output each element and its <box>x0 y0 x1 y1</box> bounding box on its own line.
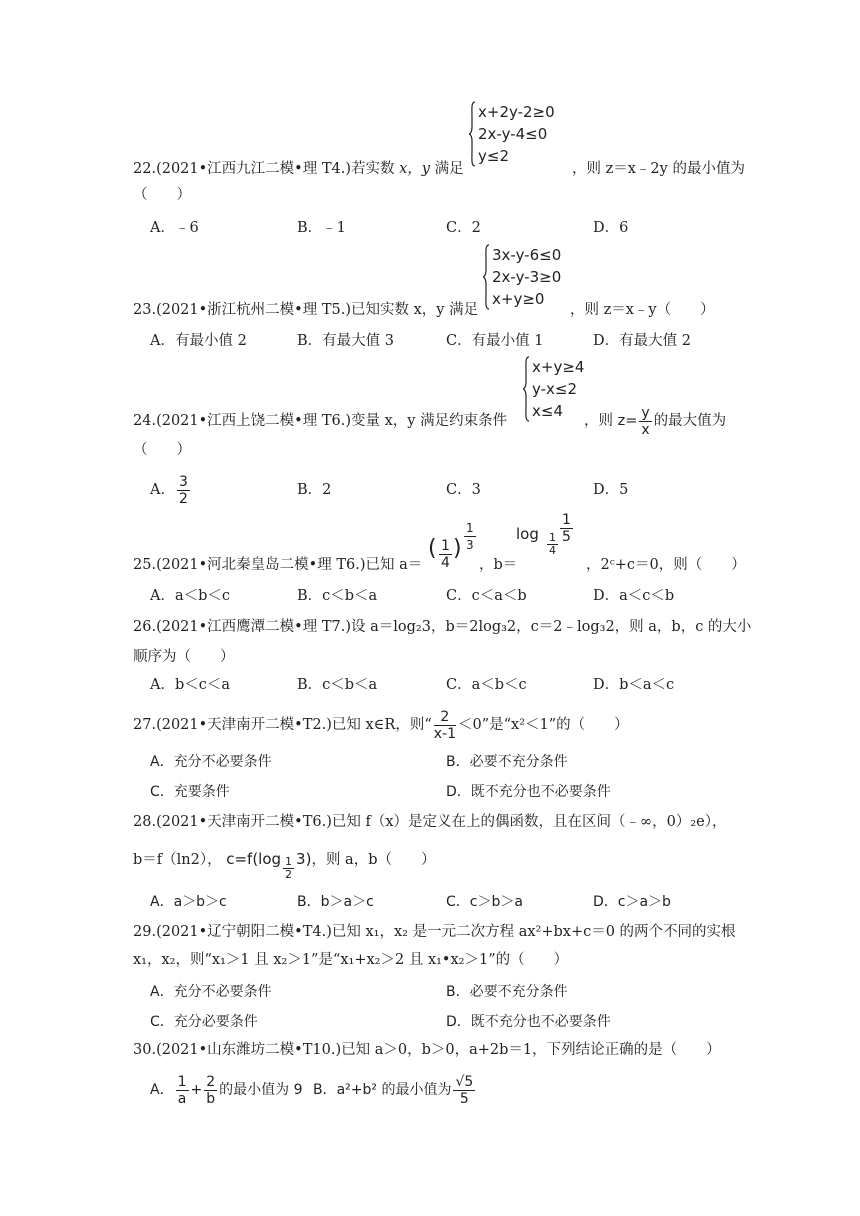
stem-tail: ，则 z＝x﹣2y 的最小值为 <box>572 161 745 177</box>
log-arg-fraction <box>560 512 573 545</box>
brace-icon <box>482 244 490 310</box>
option-b-text: a²+b² 的最小值为 <box>336 1082 452 1098</box>
quarter-fraction <box>439 538 452 571</box>
question-number: 24. <box>133 413 157 429</box>
q28-option-a: A．a＞b＞c <box>150 894 227 910</box>
constraint-1: 3x-y-6≤0 <box>492 246 562 264</box>
q29-option-a: A．充分不必要条件 <box>150 984 272 1000</box>
fraction-numerator: 1 <box>441 538 450 554</box>
question-source: (2021•江西鹰潭二模•理 T7.) <box>156 619 351 635</box>
stem-text: 已知 a＞0，b＞0，a+2b＝1，下列结论正确的是（ ） <box>341 1042 721 1058</box>
q29-stem <box>133 922 736 942</box>
question-source: (2021•天津南开二模•T6.) <box>156 814 332 830</box>
fraction-numerator: 1 <box>562 512 571 528</box>
q26-option-c: C．a＜b＜c <box>446 677 527 693</box>
constraint-3: x+y≥0 <box>492 290 545 308</box>
option-a-label: A． <box>150 1082 174 1098</box>
question-number: 22. <box>133 161 157 177</box>
constraint-2: y-x≤2 <box>532 380 578 398</box>
question-number: 29. <box>133 924 157 940</box>
q23-stem <box>133 300 478 320</box>
q23-option-d: D．有最大值 2 <box>593 333 691 349</box>
q28-line-2 <box>133 836 436 883</box>
fraction-denominator: 5 <box>459 1090 469 1107</box>
q25-option-a: A．a＜b＜c <box>150 588 231 604</box>
brace-icon <box>468 101 476 167</box>
three-halves-fraction <box>177 474 190 507</box>
q29-option-c: C．充分必要条件 <box>150 1014 258 1030</box>
q28-option-c: C．c＞b＞a <box>446 894 523 910</box>
q30-options-row <box>150 1068 477 1112</box>
stem-text: 满足 <box>434 161 464 177</box>
question-source: (2021•江西九江二模•理 T4.) <box>156 161 351 177</box>
q26-stem-2: 顺序为（ ） <box>133 649 235 665</box>
stem-vars: x，y <box>399 161 430 177</box>
q25-mid: ，b＝ <box>479 557 518 573</box>
q23-constraint-system <box>492 244 561 310</box>
q26-stem <box>133 617 751 637</box>
fraction-denominator: 2 <box>178 490 188 507</box>
q27-option-a: A．充分不必要条件 <box>150 754 272 770</box>
fraction-numerator: 1 <box>285 855 293 868</box>
q24-constraint-system <box>532 356 584 422</box>
q29-option-d: D．既不充分也不必要条件 <box>446 1014 611 1030</box>
q22-stem <box>133 159 464 179</box>
q29-option-b: B．必要不充分条件 <box>446 984 568 1000</box>
stem-text: 若实数 <box>351 161 395 177</box>
fraction-denominator: 5 <box>562 529 571 545</box>
question-number: 27. <box>133 717 157 733</box>
q25-b-expression <box>516 510 586 560</box>
q29-stem-2: x₁，x₂，则“x₁＞1 且 x₂＞1”是“x₁+x₂＞2 且 x₁•x₂＞1”的（ ） <box>133 952 569 968</box>
c-def-text: 3) <box>296 850 312 868</box>
constraint-2: 2x-y-3≥0 <box>492 268 562 286</box>
stem-text: 设 a＝log₂3，b＝2log₃2，c＝2﹣log₃2，则 a，b，c 的大小 <box>351 619 752 635</box>
fraction-numerator: 2 <box>206 1073 216 1090</box>
q22-option-a: A．﹣6 <box>150 220 199 236</box>
q24-stem <box>133 411 507 431</box>
exponent-fraction <box>464 520 476 553</box>
question-source: (2021•浙江杭州二模•理 T5.) <box>156 302 351 318</box>
question-number: 28. <box>133 814 157 830</box>
stem-text: 已知 a＝ <box>365 557 423 573</box>
c-definition <box>226 850 312 881</box>
q24-option-b: B．2 <box>297 482 332 498</box>
fraction-numerator: 3 <box>178 473 188 490</box>
z-label: z= <box>617 413 638 429</box>
stem-text: 已知 f（x）是定义在上的偶函数，且在区间（﹣∞，0）₂e）， <box>331 814 727 830</box>
log-base-fraction <box>547 532 558 557</box>
fraction-denominator: x <box>641 421 650 438</box>
q22-option-d: D．6 <box>593 220 629 236</box>
fraction-denominator: 3 <box>466 538 474 552</box>
q27-option-d: D．既不充分也不必要条件 <box>446 784 611 800</box>
constraint-3: x≤4 <box>532 402 563 420</box>
constraint-2: 2x-y-4≤0 <box>478 125 548 143</box>
q26-option-d: D．b＜a＜c <box>593 677 675 693</box>
two-over-x-minus-1-fraction <box>434 709 456 742</box>
question-source: (2021•江西上饶二模•理 T6.) <box>156 413 351 429</box>
q26-option-b: B．c＜b＜a <box>297 677 378 693</box>
fraction-numerator: 1 <box>466 521 474 535</box>
stem-text: ＜0”是“x²＜1”的（ ） <box>458 717 629 733</box>
fraction-numerator: √5 <box>455 1073 474 1090</box>
fraction-numerator: 2 <box>434 709 456 726</box>
q22-constraint-system <box>478 101 555 167</box>
constraint-1: x+2y-2≥0 <box>478 103 555 121</box>
question-source: (2021•辽宁朝阳二模•T4.) <box>156 924 332 940</box>
q30-stem <box>133 1040 721 1060</box>
q23-option-a: A．有最小值 2 <box>150 333 247 349</box>
stem-text: 的最大值为 <box>653 413 727 429</box>
q25-option-b: B．c＜b＜a <box>297 588 378 604</box>
q24-option-c: C．3 <box>446 482 481 498</box>
q23-option-b: B．有最大值 3 <box>297 333 394 349</box>
question-number: 30. <box>133 1042 157 1058</box>
fraction-numerator: 1 <box>177 1073 187 1090</box>
question-number: 23. <box>133 302 157 318</box>
q24-option-a <box>150 470 192 510</box>
q24-paren: （ ） <box>133 442 191 458</box>
fraction-denominator: 2 <box>285 868 293 881</box>
option-label: A． <box>150 482 175 498</box>
constraint-1: x+y≥4 <box>532 358 585 376</box>
q27-option-b: B．必要不充分条件 <box>446 754 568 770</box>
stem-text: 已知 x₁，x₂ 是一元二次方程 ax²+bx+c＝0 的两个不同的实根 <box>331 924 736 940</box>
stem-text: 已知实数 x，y 满足 <box>351 302 479 318</box>
sqrt5-over-5-fraction <box>453 1074 475 1107</box>
q23-option-c: C．有最小值 1 <box>446 333 544 349</box>
stem-text: b＝f（ln2）， <box>133 852 222 868</box>
q27-option-c: C．充要条件 <box>150 784 230 800</box>
question-source: (2021•天津南开二模•T2.) <box>156 717 332 733</box>
q26-option-a: A．b＜c＜a <box>150 677 231 693</box>
two-over-b-fraction <box>204 1074 217 1107</box>
q28-option-d: D．c＞a＞b <box>593 894 671 910</box>
q28-stem <box>133 812 727 832</box>
q22-paren: （ ） <box>133 187 191 203</box>
plus-sign: + <box>190 1082 203 1098</box>
option-b-label: B． <box>312 1082 337 1098</box>
question-number: 26. <box>133 619 157 635</box>
stem-text: ，则 <box>584 413 613 429</box>
fraction-denominator: 4 <box>549 544 556 557</box>
q27-stem <box>133 705 629 745</box>
stem-text: ，则 a，b（ ） <box>311 852 436 868</box>
constraint-3: y≤2 <box>478 147 509 165</box>
log-base-fraction <box>283 856 294 881</box>
q25-tail: ，2ᶜ+c＝0，则（ ） <box>586 557 746 573</box>
q25-option-d: D．a＜c＜b <box>593 588 675 604</box>
one-over-a-fraction <box>176 1074 189 1107</box>
brace-icon <box>522 356 530 422</box>
q25-option-c: C．c＜a＜b <box>446 588 527 604</box>
stem-text: 变量 x，y 满足约束条件 <box>351 413 508 429</box>
q28-option-b: B．b＞a＞c <box>297 894 374 910</box>
fraction-denominator: a <box>177 1090 187 1107</box>
question-source: (2021•河北秦皇岛二模•理 T6.) <box>156 557 366 573</box>
q25-stem <box>133 555 422 575</box>
q22-tail <box>572 159 745 179</box>
fraction-denominator: 4 <box>441 555 450 571</box>
q23-tail: ，则 z＝x﹣y（ ） <box>570 302 715 318</box>
fraction-denominator: x-1 <box>433 725 456 742</box>
log-text: log <box>516 525 539 543</box>
q24-option-d: D．5 <box>593 482 629 498</box>
fraction-numerator: y <box>641 404 650 421</box>
q24-tail <box>584 402 726 440</box>
fraction-numerator: 1 <box>549 531 556 544</box>
q22-option-c: C．2 <box>446 220 481 236</box>
fraction-denominator: b <box>206 1090 216 1107</box>
question-number: 25. <box>133 557 157 573</box>
option-a-text: 的最小值为 9 <box>219 1082 303 1098</box>
question-source: (2021•山东潍坊二模•T10.) <box>156 1042 342 1058</box>
stem-text: 已知 x∈R，则“ <box>331 717 432 733</box>
y-over-x-fraction <box>639 405 651 438</box>
q22-option-b: B．﹣1 <box>297 220 346 236</box>
c-def-text: c=f(log <box>226 850 282 868</box>
